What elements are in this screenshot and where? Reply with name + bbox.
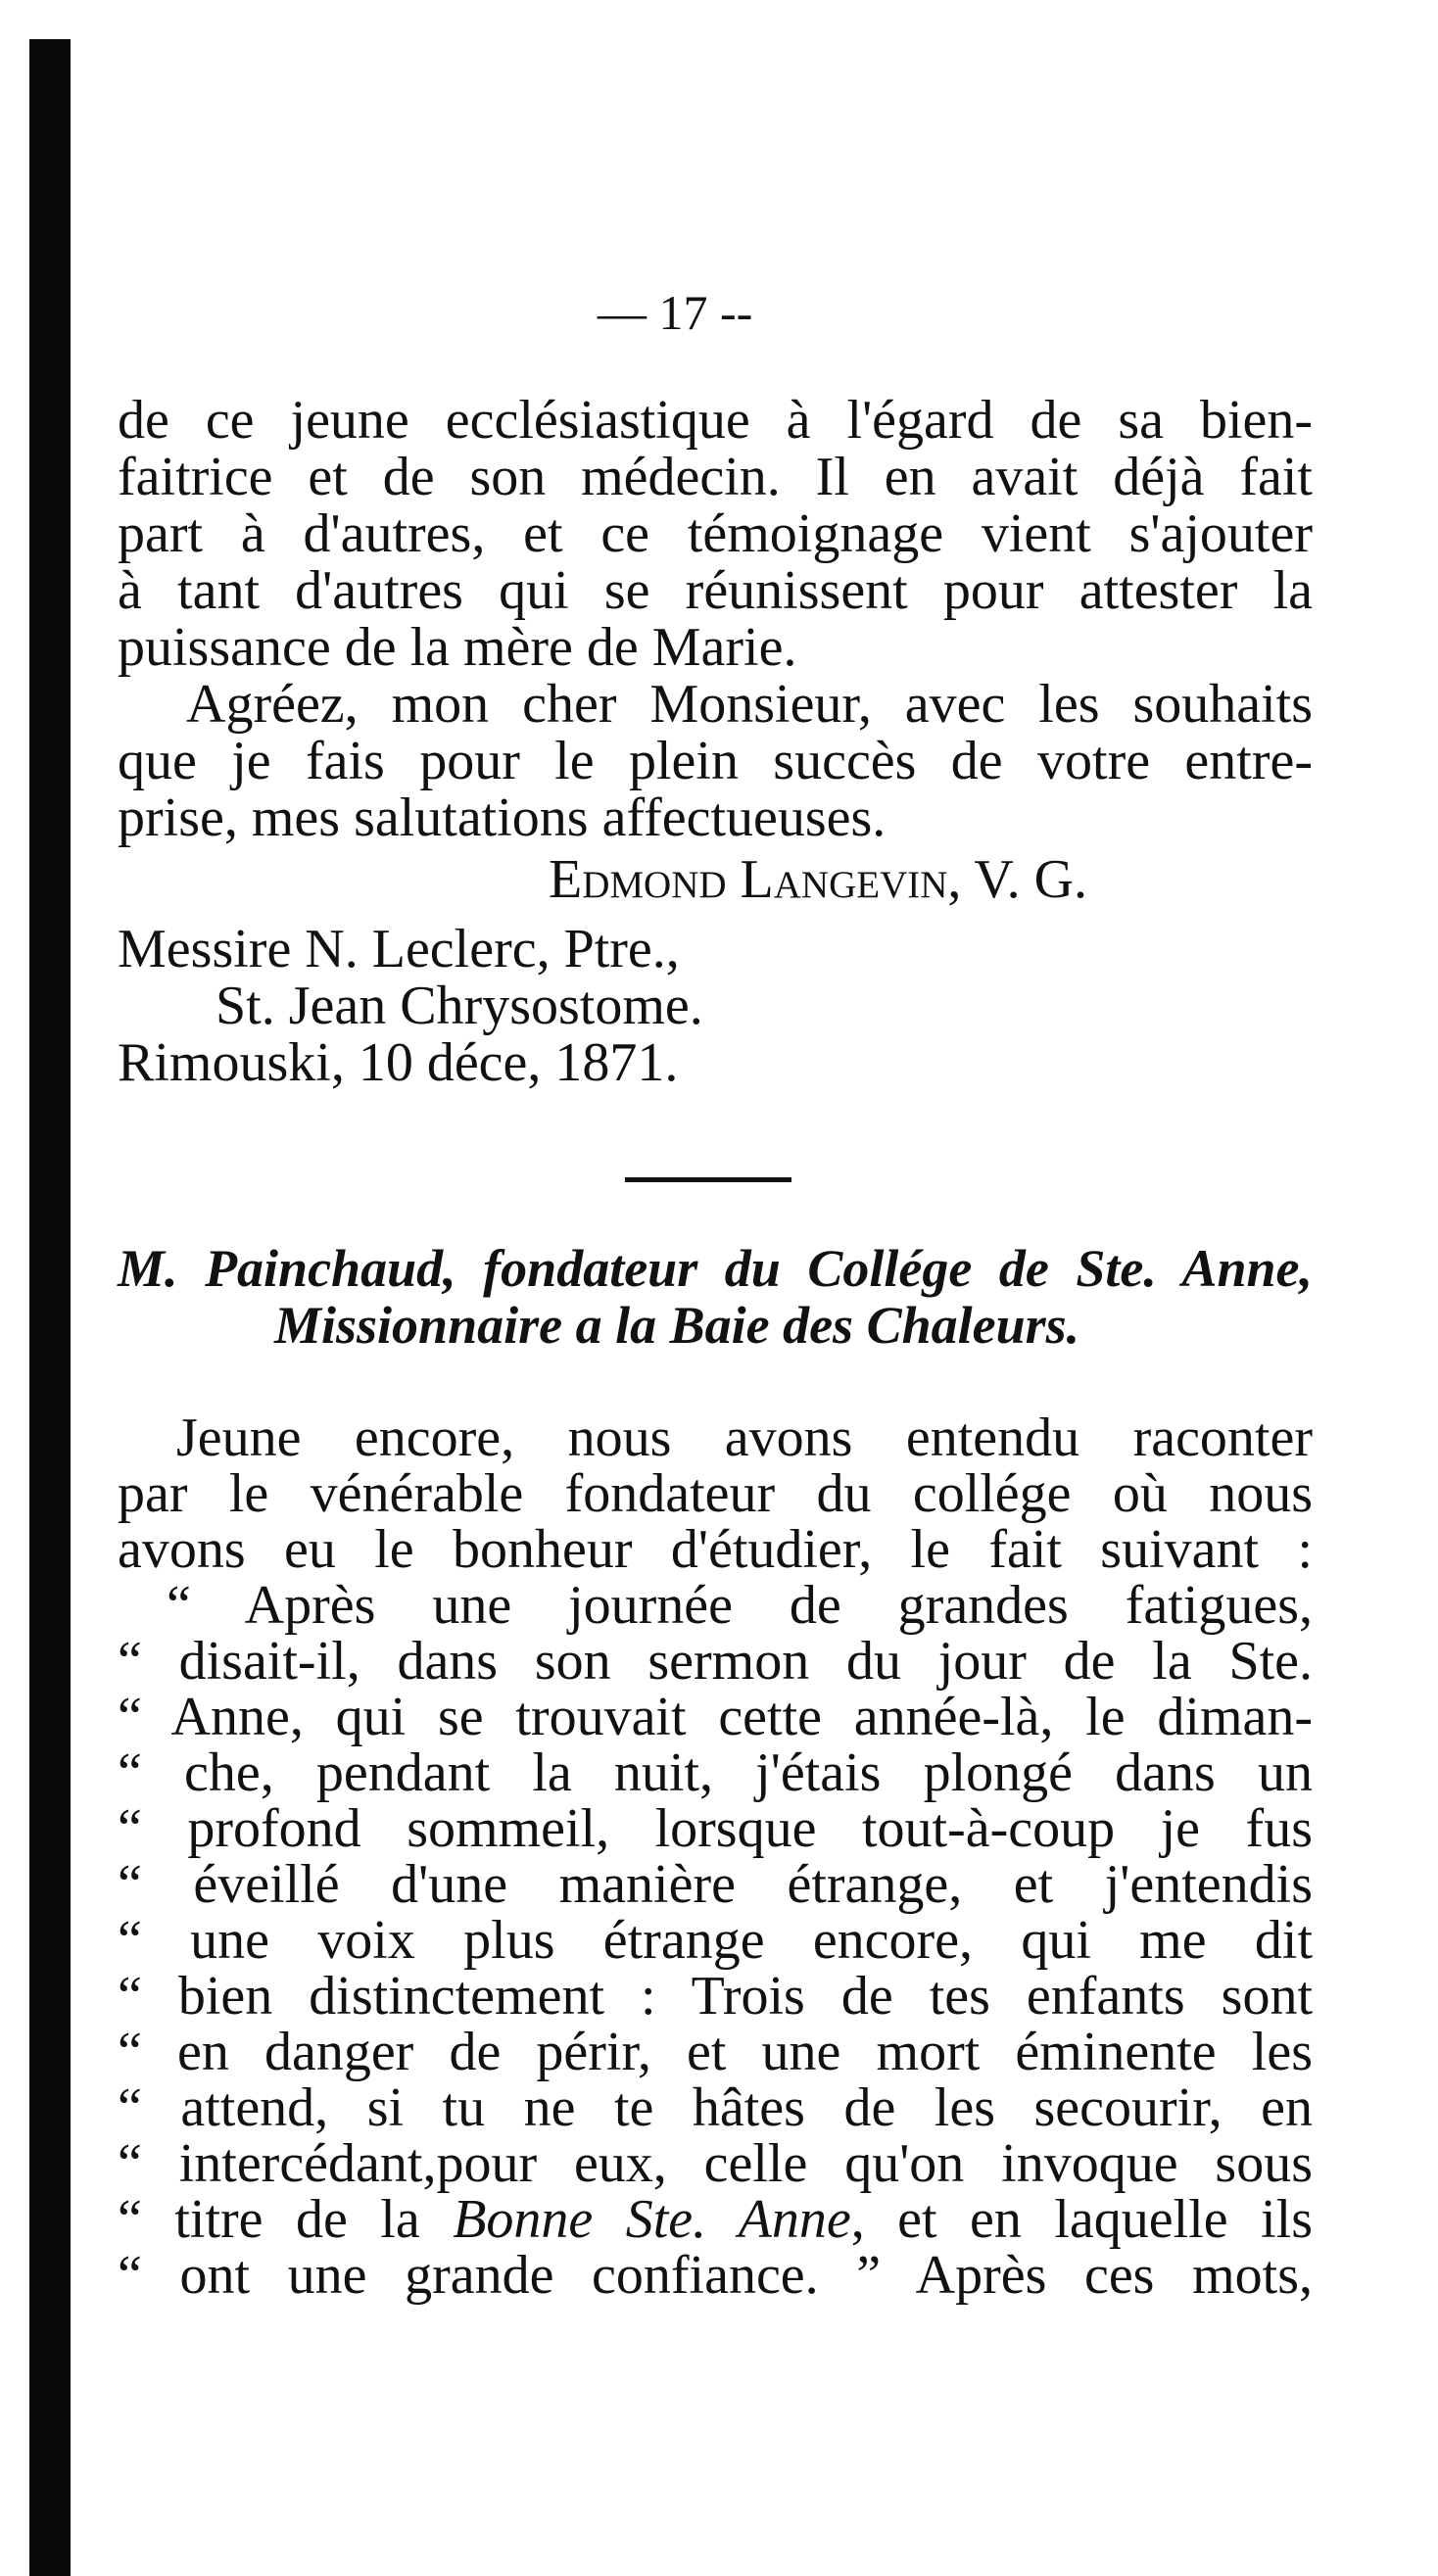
text-line: puissance de la mère de Marie. [118, 617, 797, 678]
letter-body [118, 392, 1313, 846]
text-line: faitrice et de son médecin. Il en avait déjà fait [118, 447, 1313, 507]
quote-line: “ che, pendant la nuit, j'étais plongé dans un [118, 1742, 1313, 1803]
quote-line: “ Anne, qui se trouvait cette année-là, le diman- [118, 1687, 1313, 1747]
address-block [118, 921, 703, 1091]
quote-line: “ intercédant,pour eux, celle qu'on invoque sous [118, 2133, 1313, 2194]
quote-line: “ ont une grande confiance. ” Après ces mots, [118, 2245, 1313, 2306]
quote-line: “ une voix plus étrange encore, qui me dit [118, 1910, 1313, 1971]
text-line: prise, mes salutations affectueuses. [118, 787, 887, 848]
text-line: part à d'autres, et ce témoignage vient s'ajouter [118, 503, 1313, 564]
address-line: Messire N. Leclerc, Ptre., [118, 919, 680, 979]
signature: Edmond Langevin, V. G. [549, 849, 1088, 910]
text-line: à tant d'autres qui se réunissent pour attester la [118, 560, 1313, 621]
heading-line: Missionnaire a la Baie des Chaleurs. [274, 1296, 1080, 1355]
address-line: Rimouski, 10 déce, 1871. [118, 1032, 679, 1093]
section-heading [118, 1240, 1313, 1354]
text-line: que je fais pour le plein succès de votre entre- [118, 731, 1313, 791]
text-line: de ce jeune ecclésiastique à l'égard de sa bien- [118, 390, 1313, 451]
text-line: par le vénérable fondateur du collége où nous [118, 1463, 1313, 1524]
anecdote-body [118, 1407, 1314, 2306]
quote-line: “ disait-il, dans son sermon du jour de la Ste. [118, 1631, 1313, 1692]
quote-line: “ bien distinctement : Trois de tes enfants sont [118, 1966, 1313, 2027]
quote-text: , et en laquelle ils [850, 2189, 1314, 2250]
quote-line: “ éveillé d'une manière étrange, et j'entendis [118, 1854, 1313, 1915]
address-line: St. Jean Chrysostome. [216, 976, 703, 1036]
quote-line [118, 2189, 1314, 2250]
quote-line: “ Après une journée de grandes fatigues, [167, 1575, 1313, 1636]
text-line: Agréez, mon cher Monsieur, avec les souhaits [186, 674, 1313, 735]
book-spine-shadow [29, 39, 71, 2576]
text-line: Jeune encore, nous avons entendu raconter [176, 1407, 1313, 1468]
section-divider [625, 1177, 791, 1182]
quote-text: “ titre de la [118, 2189, 454, 2250]
heading-line: M. Painchaud, fondateur du Collége de Ste. Anne, [118, 1239, 1313, 1298]
text-line: avons eu le bonheur d'étudier, le fait suivant : [118, 1519, 1313, 1580]
quote-line: “ profond sommeil, lorsque tout-à-coup je fus [118, 1798, 1313, 1859]
quote-italic-text: Bonne Ste. Anne [453, 2189, 851, 2250]
page-number: — 17 -- [598, 285, 753, 340]
quote-line: “ en danger de périr, et une mort éminente les [118, 2022, 1313, 2082]
quote-line: “ attend, si tu ne te hâtes de les secourir, en [118, 2077, 1313, 2138]
